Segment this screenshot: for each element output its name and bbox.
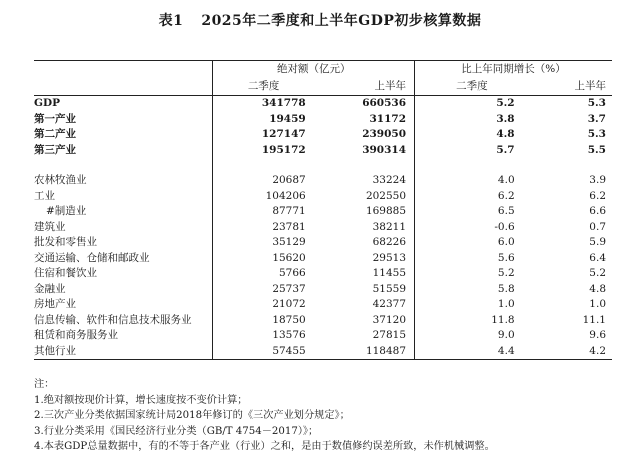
- h1-abs-cell: 660536: [362, 97, 407, 109]
- h1-abs-cell: 27815: [372, 329, 407, 341]
- table-row: [34, 96, 612, 112]
- h1-growth-cell: 6.6: [589, 205, 606, 217]
- q2-abs-cell: 19459: [213, 112, 314, 128]
- row-name: 第二产业: [34, 128, 76, 140]
- q2-abs-cell: 21072: [213, 297, 314, 313]
- h1-abs-cell: 37120: [372, 313, 407, 326]
- table-row: [34, 328, 612, 344]
- header-q2-growth: 二季度: [415, 78, 529, 96]
- h1-growth-cell: 0.7: [589, 220, 606, 233]
- h1-growth-cell: 5.3: [587, 128, 606, 140]
- table-row: [34, 251, 612, 267]
- h1-growth-cell: 3.7: [587, 112, 606, 125]
- header-blank-2: [34, 78, 213, 96]
- notes: [34, 377, 495, 455]
- q2-abs-cell: 23781: [213, 220, 314, 236]
- table-row: [34, 143, 612, 159]
- q2-growth-cell: 1.0: [415, 297, 529, 313]
- header-h1-abs: 上半年: [314, 78, 415, 96]
- table-row: [34, 220, 612, 236]
- q2-abs-cell: 195172: [213, 143, 314, 159]
- h1-abs-cell: 42377: [372, 298, 407, 310]
- table-body: [34, 96, 612, 360]
- q2-growth-cell: 9.0: [415, 328, 529, 344]
- gdp-table: [34, 60, 612, 360]
- row-name: 信息传输、软件和信息技术服务业: [34, 313, 192, 326]
- row-name: 交通运输、仓储和邮政业: [34, 251, 150, 264]
- notes-label: 注：: [34, 379, 55, 390]
- q2-growth-cell: 4.0: [415, 173, 529, 189]
- row-name: 金融业: [34, 282, 66, 295]
- row-name: 房地产业: [34, 298, 76, 310]
- header-q2-abs: 二季度: [213, 78, 314, 96]
- h1-abs-cell: 390314: [362, 143, 407, 156]
- table-title: [0, 10, 640, 30]
- row-name: 工业: [34, 189, 55, 202]
- h1-abs-cell: 11455: [372, 267, 407, 279]
- row-name: 建筑业: [34, 220, 66, 233]
- header-group-absolute: 绝对额（亿元）: [213, 61, 415, 79]
- q2-abs-cell: 15620: [213, 251, 314, 267]
- h1-growth-cell: 5.3: [587, 97, 606, 109]
- q2-abs-cell: 341778: [213, 96, 314, 112]
- table-row: [34, 112, 612, 128]
- row-name: GDP: [34, 97, 60, 109]
- h1-abs-cell: 31172: [369, 112, 407, 125]
- header-group-growth: 比上年同期增长（%）: [415, 61, 612, 79]
- h1-growth-cell: 11.1: [582, 313, 606, 326]
- q2-growth-cell: 6.0: [415, 235, 529, 251]
- h1-growth-cell: 5.2: [589, 267, 606, 279]
- table-title-text: 2025年二季度和上半年GDP初步核算数据: [201, 13, 482, 29]
- table-row: [34, 235, 612, 251]
- q2-growth-cell: 11.8: [415, 313, 529, 329]
- header-blank: [34, 61, 213, 79]
- note-item: 3.行业分类采用《国民经济行业分类（GB/T 4754－2017）》；: [34, 425, 319, 437]
- q2-abs-cell: 87771: [213, 204, 314, 220]
- h1-abs-cell: 38211: [372, 220, 407, 233]
- table-row: [34, 266, 612, 282]
- q2-abs-cell: 18750: [213, 313, 314, 329]
- q2-abs-cell: 13576: [213, 328, 314, 344]
- q2-growth-cell: 5.7: [415, 143, 529, 159]
- row-name: 其他行业: [34, 344, 213, 360]
- q2-abs-cell: 25737: [213, 282, 314, 298]
- h1-abs-cell: 33224: [372, 174, 407, 186]
- q2-growth-cell: 5.2: [415, 266, 529, 282]
- q2-growth-cell: 6.2: [415, 189, 529, 205]
- h1-abs-cell: 29513: [372, 251, 407, 264]
- row-name: #制造业: [46, 205, 87, 217]
- table-row: [34, 313, 612, 329]
- h1-abs-cell: 169885: [365, 205, 407, 217]
- row-name: 住宿和餐饮业: [34, 267, 97, 279]
- row-name: 租赁和商务服务业: [34, 329, 118, 341]
- table-row: [34, 189, 612, 205]
- q2-growth-cell: 5.2: [415, 96, 529, 112]
- q2-abs-cell: 104206: [213, 189, 314, 205]
- h1-growth-cell: 9.6: [589, 329, 606, 341]
- h1-abs-cell: 239050: [362, 128, 407, 140]
- q2-growth-cell: 4.8: [415, 127, 529, 143]
- q2-abs-cell: 127147: [213, 127, 314, 143]
- h1-growth-cell: 5.9: [589, 236, 606, 248]
- h1-growth-cell: 5.5: [587, 143, 606, 156]
- row-name: 农林牧渔业: [34, 174, 87, 186]
- row-name: 第一产业: [34, 112, 76, 125]
- h1-growth-cell: 6.4: [589, 251, 606, 264]
- q2-growth-cell: 3.8: [415, 112, 529, 128]
- note-item: 2.三次产业分类依据国家统计局2018年修订的《三次产业划分规定》；: [34, 410, 350, 422]
- table-row: [34, 204, 612, 220]
- header-h1-growth: 上半年: [529, 78, 612, 96]
- spacer-row: [34, 158, 612, 173]
- q2-growth-cell: 5.8: [415, 282, 529, 298]
- q2-abs-cell: 35129: [213, 235, 314, 251]
- note-item: 1.绝对额按现价计算，增长速度按不变价计算；: [34, 394, 248, 406]
- table-row: [34, 282, 612, 298]
- row-name: 批发和零售业: [34, 236, 97, 248]
- q2-growth-cell: 5.6: [415, 251, 529, 267]
- row-name: 第三产业: [34, 143, 76, 156]
- h1-growth-cell: 4.8: [589, 282, 606, 295]
- table-row: [34, 127, 612, 143]
- table-row: [34, 344, 612, 360]
- h1-abs-cell: 202550: [365, 189, 407, 202]
- h1-growth-cell: 4.2: [529, 344, 612, 360]
- h1-growth-cell: 3.9: [589, 174, 606, 186]
- q2-abs-cell: 57455: [213, 344, 314, 360]
- q2-abs-cell: 20687: [213, 173, 314, 189]
- h1-abs-cell: 51559: [372, 282, 407, 295]
- q2-growth-cell: 6.5: [415, 204, 529, 220]
- table-row: [34, 173, 612, 189]
- h1-growth-cell: 6.2: [589, 189, 606, 202]
- h1-abs-cell: 118487: [314, 344, 415, 360]
- h1-abs-cell: 68226: [372, 236, 407, 248]
- q2-growth-cell: 4.4: [415, 344, 529, 360]
- table-row: [34, 297, 612, 313]
- q2-abs-cell: 5766: [213, 266, 314, 282]
- q2-growth-cell: -0.6: [415, 220, 529, 236]
- note-item: 4.本表GDP总量数据中，有的不等于各产业（行业）之和，是由于数值修约误差所致，未作机械调整。: [34, 441, 495, 453]
- h1-growth-cell: 1.0: [589, 298, 606, 310]
- table-number: 表1: [158, 13, 184, 29]
